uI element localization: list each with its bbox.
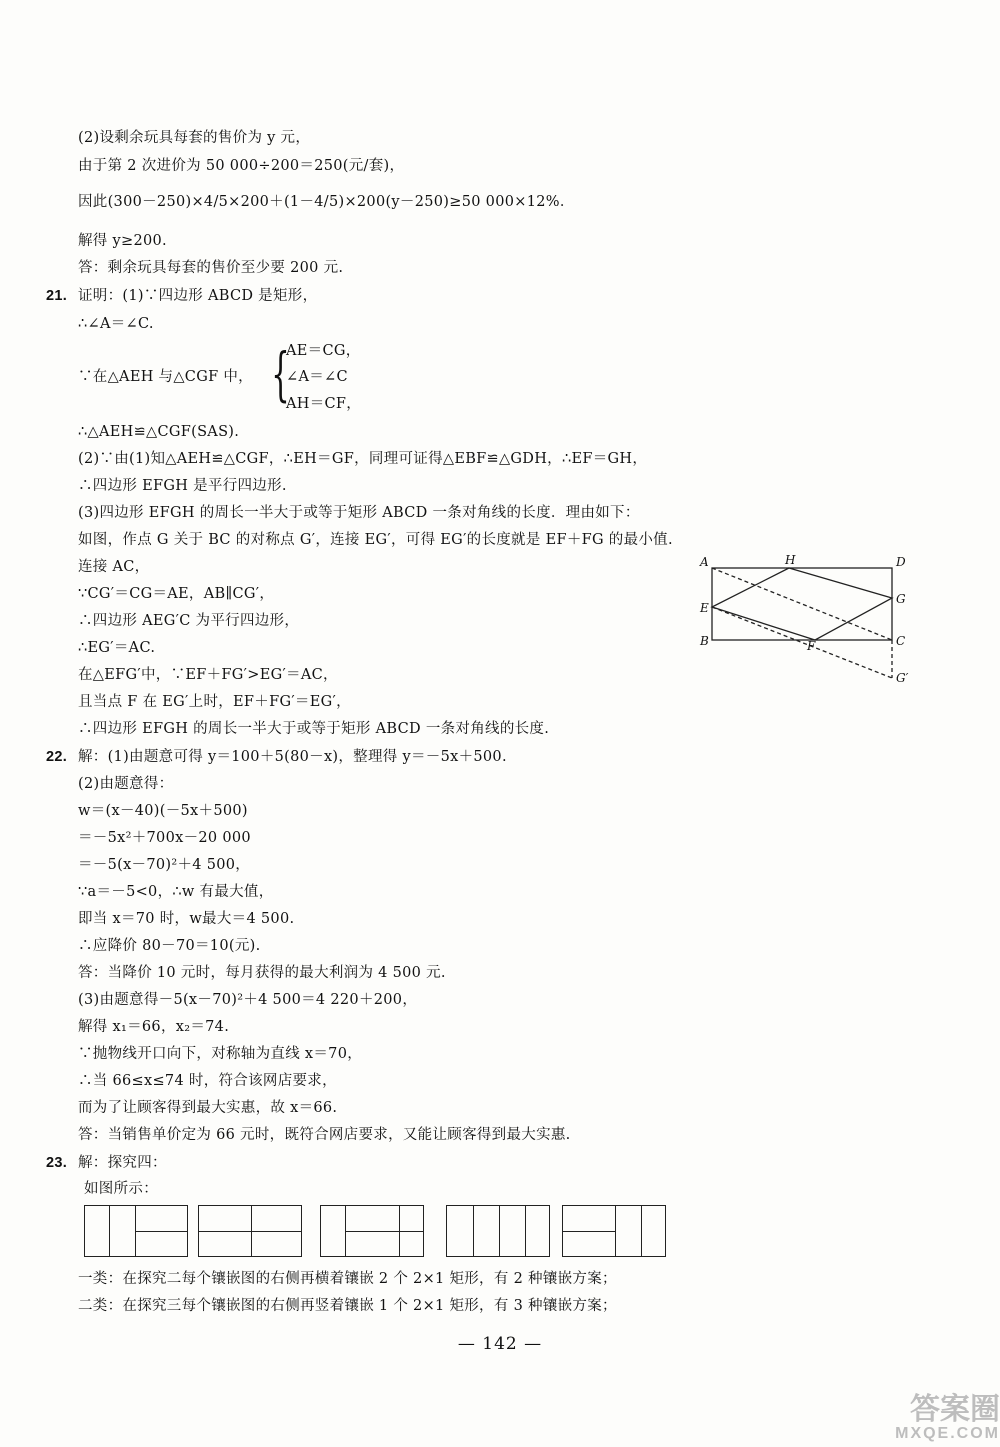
q21-line-2: ∴∠A＝∠C. [78,316,154,332]
q23-number: 23. [46,1155,68,1171]
q21-line-6: (3)四边形 EFGH 的周长一半大于或等于矩形 ABCD 一条对角线的长度．理由如下： [78,505,640,521]
label-g: G [896,592,906,606]
label-b: B [700,634,709,648]
q21-line-10: ∴四边形 AEG′C 为平行四边形， [78,613,300,629]
q22-line-12: ∵抛物线开口向下，对称轴为直线 x＝70， [78,1046,363,1062]
label-c: C [896,634,906,648]
q22-line-11: 解得 x₁＝66，x₂＝74. [78,1019,230,1035]
q23-line-2: 如图所示： [84,1181,158,1197]
q21-line-12: 在△EFG′中，∵EF＋FG′>EG′＝AC， [78,667,338,683]
watermark-top: 答案圈 [910,1393,1000,1426]
q21-line-3: ∴△AEH≌△CGF(SAS). [78,424,240,440]
q22-line-3: w＝(x－40)(－5x＋500) [78,803,248,819]
label-f: F [807,639,816,653]
segment-eg-prime [712,607,892,678]
q23-line-4: 二类：在探究三每个镶嵌图的右侧再竖着镶嵌 1 个 2×1 矩形，有 3 种镶嵌方案； [78,1298,617,1314]
q20-line-5: 答：剩余玩具每套的售价至少要 200 元. [78,260,344,276]
diagonal-ac [712,568,892,640]
q22-line-2: (2)由题意得： [78,776,174,792]
q21-system-eq-1: AE＝CG， [286,343,361,359]
label-e: E [700,601,709,615]
q22-number: 22. [46,749,68,765]
label-h: H [785,553,796,567]
label-g-prime: G′ [896,671,909,685]
tiling-figures [84,1205,684,1261]
q22-line-8: ∴应降价 80－70＝10(元). [78,938,261,954]
tiling-3 [320,1205,424,1257]
q21-line-14: ∴四边形 EFGH 的周长一半大于或等于矩形 ABCD 一条对角线的长度. [78,721,550,737]
q22-line-10: (3)由题意得－5(x－70)²＋4 500＝4 220＋200， [78,992,418,1008]
q22-line-7: 即当 x＝70 时，w最大＝4 500. [78,911,295,927]
q21-system-eq-3: AH＝CF， [286,396,362,412]
page-number: — 142 — [457,1334,543,1354]
tiling-2 [198,1205,302,1257]
q23-line-1: 解：探究四： [78,1155,167,1171]
q21-line-1: 证明：(1)∵四边形 ABCD 是矩形， [78,288,318,304]
q22-line-13: ∴当 66≤x≤74 时，符合该网店要求， [78,1073,337,1089]
q21-line-9: ∵CG′＝CG＝AE，AB∥CG′， [78,586,275,602]
q20-line-4: 解得 y≥200. [78,233,167,249]
q22-line-14: 而为了让顾客得到最大实惠，故 x＝66. [78,1100,338,1116]
watermark-logo [820,1395,1000,1445]
q21-line-5: ∴四边形 EFGH 是平行四边形. [78,478,287,494]
tiling-1 [84,1205,188,1257]
q22-line-4: ＝－5x²＋700x－20 000 [78,830,251,846]
q21-line-8: 连接 AC， [78,559,150,575]
label-a: A [700,555,709,569]
q21-system-brace: { [271,340,290,408]
q21-system-lead: ∵在△AEH 与△CGF 中， [78,369,253,385]
q21-line-4: (2)∵由(1)知△AEH≌△CGF，∴EH＝GF，同理可证得△EBF≌△GDH，∴EF＝GH， [78,451,648,467]
q22-line-1: 解：(1)由题意可得 y＝100＋5(80－x)，整理得 y＝－5x＋500. [78,749,507,765]
q22-line-9: 答：当降价 10 元时，每月获得的最大利润为 4 500 元. [78,965,446,981]
q20-line-2: 由于第 2 次进价为 50 000÷200＝250(元/套)， [78,158,405,174]
q23-line-3: 一类：在探究二每个镶嵌图的右侧再横着镶嵌 2 个 2×1 矩形，有 2 种镶嵌方案； [78,1271,617,1287]
tiling-4 [446,1205,550,1257]
q20-line-1: (2)设剩余玩具每套的售价为 y 元， [78,130,311,146]
q21-system-eq-2: ∠A＝∠C [286,369,348,385]
label-d: D [896,555,906,569]
q20-line-3: 因此(300－250)×4/5×200＋(1－4/5)×200(y－250)≥50 000×12%． [78,194,575,210]
q21-line-7: 如图，作点 G 关于 BC 的对称点 G′，连接 EG′，可得 EG′的长度就是 EF＋FG 的最小值. [78,532,673,548]
q21-line-11: ∴EG′＝AC. [78,640,156,656]
q22-line-6: ∵a＝－5<0，∴w 有最大值， [78,884,274,900]
q22-line-15: 答：当销售单价定为 66 元时，既符合网店要求，又能让顾客得到最大实惠. [78,1127,571,1143]
tiling-5 [562,1205,666,1257]
q22-line-5: ＝－5(x－70)²＋4 500， [78,857,251,873]
rectangle-abcd-figure [690,550,920,685]
q21-line-13: 且当点 F 在 EG′上时，EF＋FG′＝EG′， [78,694,351,710]
watermark-bottom: MXQE.COM [895,1425,1000,1442]
q21-number: 21. [46,288,68,304]
